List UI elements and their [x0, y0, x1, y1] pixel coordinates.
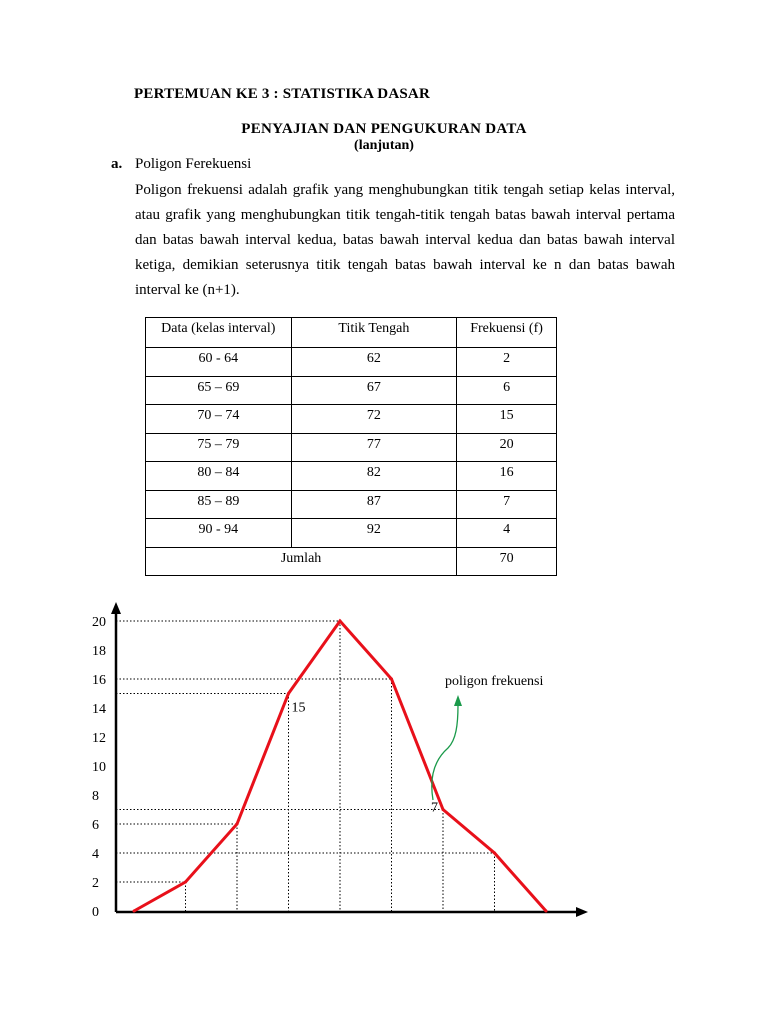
table-cell: 70 – 74 — [146, 405, 292, 434]
legend-arrow — [432, 705, 458, 800]
table-cell: 65 – 69 — [146, 376, 292, 405]
y-tick-label: 4 — [92, 847, 99, 862]
header-cell: Data (kelas interval) — [146, 318, 292, 348]
table-cell: 87 — [291, 490, 457, 519]
y-tick-label: 8 — [92, 789, 99, 804]
legend-arrow-head — [454, 695, 462, 706]
data-point — [236, 823, 239, 826]
data-point — [493, 852, 496, 855]
annotations — [292, 701, 439, 816]
y-tick-label: 20 — [92, 615, 106, 630]
total-value: 70 — [457, 547, 557, 576]
table-cell: 72 — [291, 405, 457, 434]
y-tick-label: 0 — [92, 905, 99, 920]
table-cell: 60 - 64 — [146, 348, 292, 377]
table-cell: 4 — [457, 519, 557, 548]
x-axis-arrow — [576, 907, 588, 917]
y-axis-arrow — [111, 602, 121, 614]
table-cell: 80 – 84 — [146, 462, 292, 491]
table-cell: 92 — [291, 519, 457, 548]
section-subtitle: (lanjutan) — [354, 138, 414, 153]
table-cell: 7 — [457, 490, 557, 519]
table-cell: 67 — [291, 376, 457, 405]
table-cell: 90 - 94 — [146, 519, 292, 548]
y-tick-label: 6 — [92, 818, 99, 833]
data-point — [390, 678, 393, 681]
data-point — [287, 692, 290, 695]
table-cell: 15 — [457, 405, 557, 434]
table-cell: 75 – 79 — [146, 433, 292, 462]
section-label: a. — [111, 156, 123, 172]
data-point — [442, 808, 445, 811]
y-tick-label: 16 — [92, 673, 106, 688]
data-point — [133, 910, 136, 913]
guide-lines — [116, 621, 495, 911]
y-tick-labels — [92, 615, 106, 920]
header-cell: Titik Tengah — [291, 318, 457, 348]
table-cell: 82 — [291, 462, 457, 491]
chart-axes — [111, 602, 588, 917]
table-cell: 6 — [457, 376, 557, 405]
table-cell: 62 — [291, 348, 457, 377]
data-label: 15 — [291, 700, 306, 716]
table-cell: 20 — [457, 433, 557, 462]
definition-paragraph: Poligon frekuensi adalah grafik yang menghubungkan titik tengah setiap kelas interval, atau grafik yang menghubungkan titik tengah-titik tengah batas bawah interval pertama dan batas bawah interval kedua, batas bawah interval kedua dan batas bawah interval ketiga, demikian seterusnya titik tengah batas bawah interval ke n dan batas bawah interval ke (n+1). — [135, 182, 675, 298]
data-point — [545, 910, 548, 913]
table-cell: 77 — [291, 433, 457, 462]
table-cell: 85 – 89 — [146, 490, 292, 519]
total-label: Jumlah — [146, 547, 457, 576]
data-point — [184, 881, 187, 884]
data-point — [339, 620, 342, 623]
table-cell: 16 — [457, 462, 557, 491]
page-title: PERTEMUAN KE 3 : STATISTIKA DASAR — [134, 86, 430, 102]
header-cell: Frekuensi (f) — [457, 318, 557, 348]
section-title: PENYAJIAN DAN PENGUKURAN DATA — [241, 121, 527, 137]
table-cell: 2 — [457, 348, 557, 377]
y-tick-label: 18 — [92, 644, 106, 659]
data-label: 7 — [431, 800, 438, 816]
y-tick-label: 10 — [92, 760, 106, 775]
y-tick-label: 14 — [92, 702, 106, 717]
section-heading: Poligon Ferekuensi — [135, 156, 252, 172]
legend-label: poligon frekuensi — [445, 674, 544, 689]
y-tick-label: 2 — [92, 876, 99, 891]
y-tick-label: 12 — [92, 731, 106, 746]
